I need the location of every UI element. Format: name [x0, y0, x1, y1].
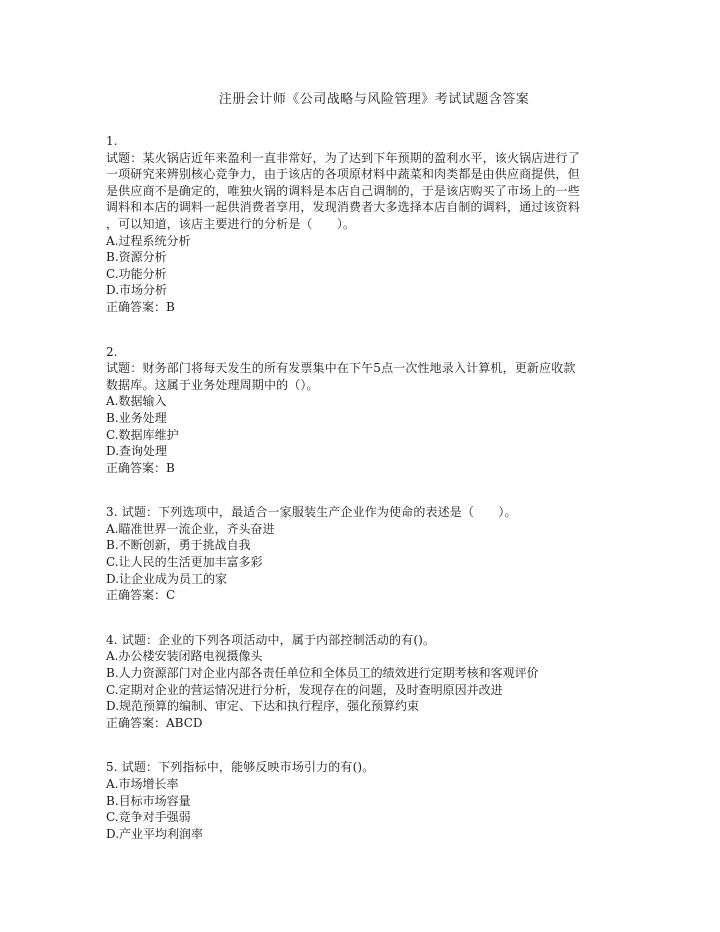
correct-answer: 正确答案：ABCD — [106, 715, 203, 730]
option-a: A.办公楼安装闭路电视摄像头 — [106, 649, 263, 664]
correct-answer: 正确答案：B — [106, 460, 175, 475]
question-text — [106, 504, 628, 521]
question-text — [106, 360, 628, 393]
option-a: A.瞄准世界一流企业，齐头奋进 — [106, 521, 275, 536]
option-c: C.数据库维护 — [106, 427, 179, 442]
question-text — [106, 759, 628, 776]
option-b: B.不断创新，勇于挑战自我 — [106, 538, 251, 553]
question-text-line: 5. 试题：下列指标中，能够反映市场引力的有()。 — [106, 760, 375, 775]
question-text-line: 4. 试题：企业的下列各项活动中，属于内部控制活动的有()。 — [106, 632, 436, 647]
question-text-line: 是供应商不是确定的，唯独火锅的调料是本店自己调制的，于是该店购买了市场上的一些 — [106, 183, 580, 198]
correct-answer: 正确答案：B — [106, 299, 175, 314]
question-text-line: 数据库。这属于业务处理周期中的（）。 — [106, 377, 319, 392]
option-d: D.让企业成为员工的家 — [106, 571, 228, 586]
question-text-line: 试题：某火锅店近年来盈利一直非常好，为了达到下年预期的盈利水平，该火锅店进行了 — [106, 150, 580, 165]
option-d: D.规范预算的编制、审定、下达和执行程序，强化预算约束 — [106, 699, 420, 714]
option-d: D.产业平均利润率 — [106, 826, 204, 841]
option-c: C.定期对企业的营运情况进行分析，发现存在的问题，及时查明原因并改进 — [106, 682, 503, 697]
option-b: B.资源分析 — [106, 250, 167, 265]
question-text — [106, 150, 628, 233]
option-a: A.市场增长率 — [106, 777, 179, 791]
question-1 — [106, 133, 628, 316]
question-text-line: 一项研究来辨别核心竞争力，由于该店的各项原材料中蔬菜和肉类都是由供应商提供，但 — [106, 167, 580, 182]
question-3 — [106, 504, 628, 604]
option-d: D.市场分析 — [106, 283, 168, 298]
document-title: 注册会计师《公司战略与风险管理》考试试题含答案 — [218, 92, 530, 107]
option-d: D.查询处理 — [106, 444, 168, 459]
question-number: 1. — [106, 134, 118, 148]
question-4 — [106, 632, 628, 732]
question-text-line: 试题：财务部门将每天发生的所有发票集中在下午5点一次性地录入计算机，更新应收款 — [106, 361, 576, 376]
option-b: B.人力资源部门对企业内部各责任单位和全体员工的绩效进行定期考核和客观评价 — [106, 666, 539, 681]
option-c: C.竞争对手强弱 — [106, 810, 191, 825]
correct-answer: 正确答案：C — [106, 588, 176, 603]
option-c: C.让人民的生活更加丰富多彩 — [106, 555, 263, 570]
option-b: B.目标市场容量 — [106, 793, 191, 808]
question-text — [106, 632, 628, 649]
question-text-line: 3. 试题：下列选项中，最适合一家服装生产企业作为使命的表述是（ ）。 — [106, 505, 517, 520]
option-a: A.过程系统分析 — [106, 233, 191, 248]
option-a: A.数据输入 — [106, 394, 167, 409]
option-c: C.功能分析 — [106, 266, 167, 281]
question-5 — [106, 759, 628, 842]
question-text-line: ，可以知道，该店主要进行的分析是（ ）。 — [106, 216, 356, 231]
option-b: B.业务处理 — [106, 410, 167, 425]
question-2 — [106, 344, 628, 477]
question-text-line: 调料和本店的调料一起供消费者享用，发现消费者大多选择本店自制的调料，通过该资料 — [106, 200, 580, 215]
question-number: 2. — [106, 344, 118, 359]
